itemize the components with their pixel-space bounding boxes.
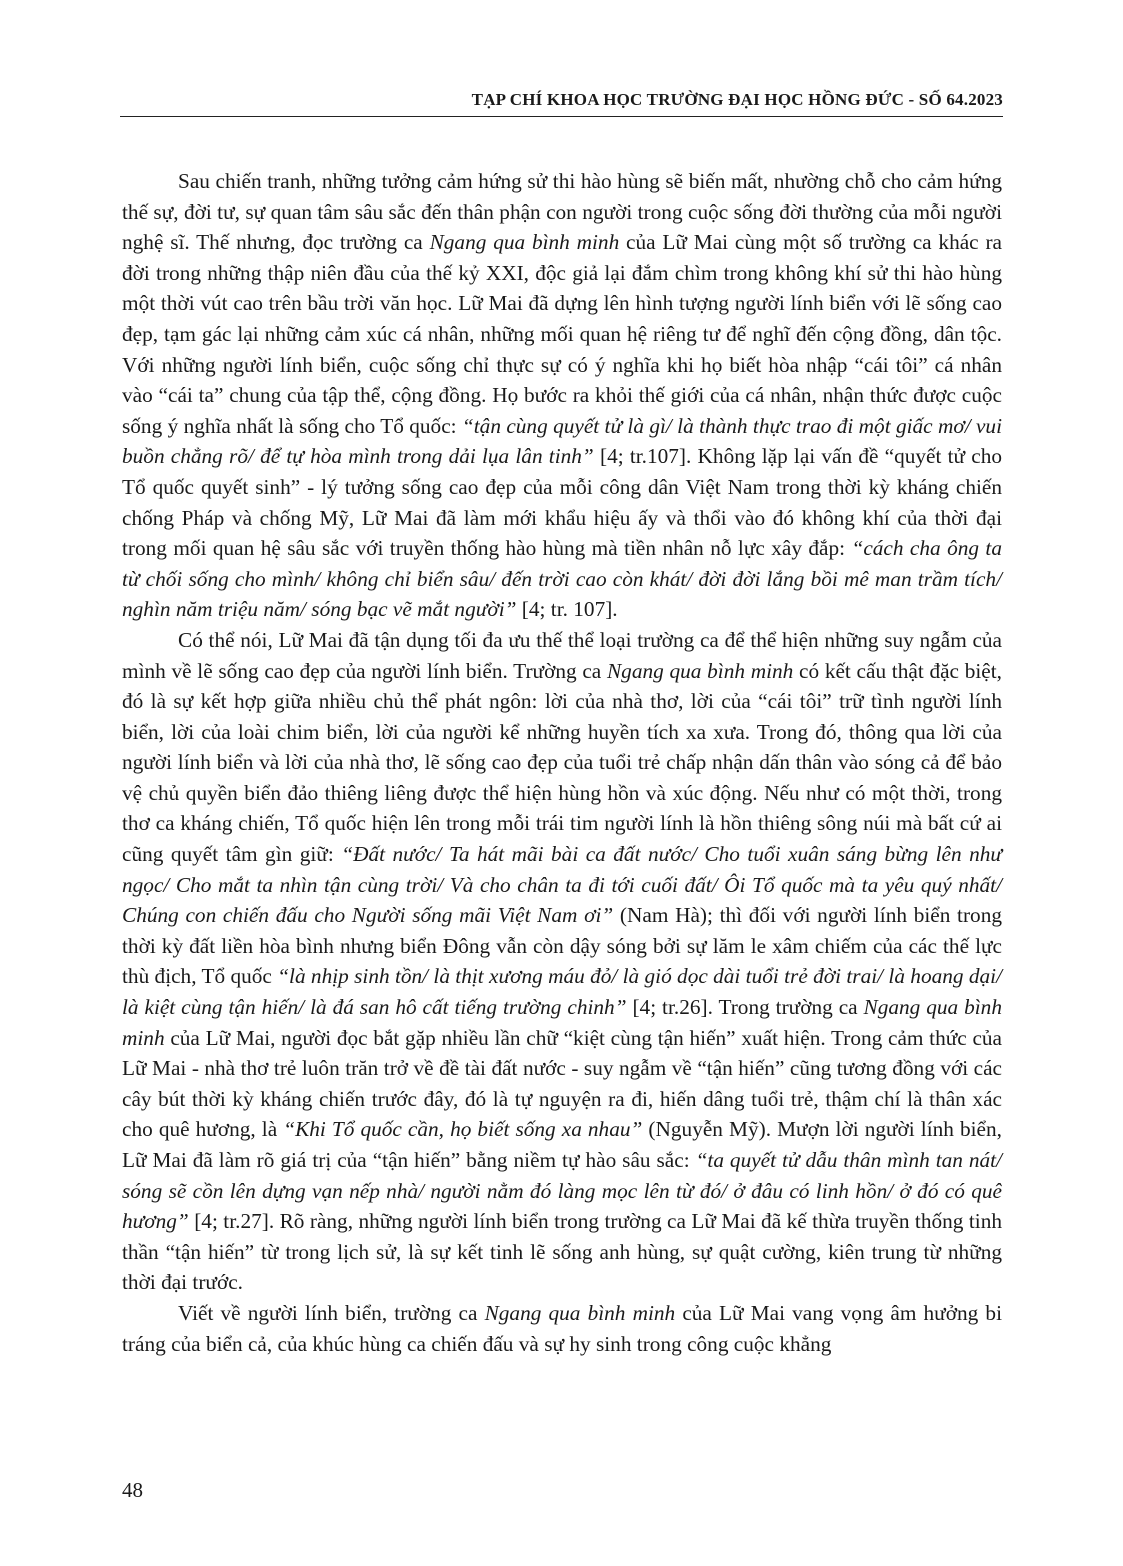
page-number: 48 [122, 1478, 143, 1502]
text-run: [4; tr. 107]. [516, 597, 618, 622]
quoted-verse: “cách cha ông ta từ chối sống cho mình/ không chỉ biển sâu/ đến trời cao còn khát/ đời đời lắng bồi mê man trầm tích/ nghìn năm triệu năm/ sóng bạc vẽ mắt người” [122, 536, 1002, 622]
text-run: của Lữ Mai vang vọng âm hưởng bi tráng của biển cả, của khúc hùng ca chiến đấu và sự hy sinh trong công cuộc khẳng [122, 1300, 1002, 1356]
text-run: của Lữ Mai, người đọc bắt gặp nhiều lần chữ “kiệt cùng tận hiến” xuất hiện. Trong cảm thức của Lữ Mai - nhà thơ trẻ luôn trăn trở về đề tài đất nước - suy ngẫm về “tận hiến” cũng tương đồng với các cây bút thời kỳ kháng chiến trước đây, đó là tự nguyện ra đi, hiến dâng tuổi trẻ, thậm chí là thân xác cho quê hương, là [122, 1025, 1002, 1142]
text-run: Sau chiến tranh, những tưởng cảm hứng sử thi hào hùng sẽ biến mất, nhường chỗ cho cảm hứng thế sự, đời tư, sự quan tâm sâu sắc đến thân phận con người trong cuộc sống đời thường của mỗi người nghệ sĩ. Thế nhưng, đọc trường ca [122, 169, 1002, 255]
paragraph [122, 1298, 1002, 1359]
article-body [122, 166, 1002, 1359]
italic-text-run: Ngang qua bình minh [122, 995, 1002, 1050]
quoted-verse: “Khi Tổ quốc cần, họ biết sống xa nhau” [283, 1117, 643, 1142]
header-divider [120, 116, 1003, 117]
quoted-verse: “là nhịp sinh tồn/ là thịt xương máu đỏ/ là gió dọc dài tuổi trẻ đời trai/ là hoang dại/ là kiệt cùng tận hiến/ là đá san hô cất tiếng trường chinh” [122, 964, 1002, 1020]
text-run: Viết về người lính biển, trường ca [178, 1300, 485, 1325]
paragraph [122, 625, 1002, 1298]
text-run: [4; tr.26]. Trong trường ca [626, 995, 864, 1020]
text-run: [4; tr.27]. Rõ ràng, những người lính biển trong trường ca Lữ Mai đã kế thừa truyền thống tinh thần “tận hiến” từ trong lịch sử, là sự kết tinh lẽ sống anh hùng, sự quật cường, kiên trung từ những thời đại trước. [122, 1209, 1002, 1295]
text-run: có kết cấu thật đặc biệt, đó là sự kết hợp giữa nhiều chủ thể phát ngôn: lời của nhà thơ, lời của “cái tôi” trữ tình người lính biển, lời của loài chim biển, lời của người kể những huyền tích xa xưa. Trong đó, thông qua lời của người lính biển và lời của nhà thơ, lẽ sống cao đẹp của tuổi trẻ chấp nhận dấn thân vào sóng cả để bảo vệ chủ quyền biển đảo thiêng liêng được thể hiện hùng hồn và xúc động. Nếu như có một thời, trong thơ ca kháng chiến, Tổ quốc hiện lên trong mỗi trái tim người lính là hồn thiêng sông núi mà bất cứ ai cũng quyết tâm gìn giữ: [122, 658, 1002, 867]
italic-text-run: Ngang qua bình minh [429, 230, 620, 255]
text-run: (Nguyễn Mỹ). Mượn lời người lính biển, Lữ Mai đã làm rõ giá trị của “tận hiến” bằng niềm tự hào sâu sắc: [122, 1117, 1002, 1172]
text-run: Có thể nói, Lữ Mai đã tận dụng tối đa ưu thế thể loại trường ca để thể hiện những suy ngẫm của mình về lẽ sống cao đẹp của người lính biển. Trường ca [122, 627, 1002, 683]
italic-text-run: Ngang qua bình minh [606, 658, 794, 683]
text-run: [4; tr.107]. Không lặp lại vấn đề “quyết tử cho Tổ quốc quyết sinh” - lý tưởng sống cao đẹp của mỗi công dân Việt Nam trong thời kỳ kháng chiến chống Pháp và chống Mỹ, Lữ Mai đã làm mới khẩu hiệu ấy và thổi vào đó không khí của thời đại trong mối quan hệ sâu sắc với truyền thống hào hùng mà tiền nhân nỗ lực xây đắp: [122, 444, 1002, 561]
quoted-verse: “tận cùng quyết tử là gì/ là thành thực trao đi một giấc mơ/ vui buồn chẳng rõ/ để tự hòa mình trong dải lụa lân tinh” [122, 413, 1002, 469]
quoted-verse: “Đất nước/ Ta hát mãi bài ca đất nước/ Cho tuổi xuân sáng bừng lên như ngọc/ Cho mắt ta nhìn tận cùng trời/ Và cho chân ta đi tới cuối đất/ Ôi Tổ quốc mà ta yêu quý nhất/ Chúng con chiến đấu cho Người sống mãi Việt Nam ơi” [122, 842, 1002, 928]
italic-text-run: Ngang qua bình minh [484, 1300, 676, 1325]
quoted-verse: “ta quyết tử dẫu thân mình tan nát/ sóng sẽ cồn lên dựng vạn nếp nhà/ người nằm đó làng mọc lên từ đó/ ở đâu có linh hồn/ ở đó có quê hương” [122, 1148, 1002, 1234]
text-run: (Nam Hà); thì đối với người lính biển trong thời kỳ đất liền hòa bình nhưng biển Đông vẫn còn dậy sóng bởi sự lăm le xâm chiếm của các thế lực thù địch, Tổ quốc [122, 903, 1003, 989]
text-run: của Lữ Mai cùng một số trường ca khác ra đời trong những thập niên đầu của thế kỷ XXI, độc giả lại đắm chìm trong không khí sử thi hào hùng một thời vút cao trên bầu trời văn học. Lữ Mai đã dựng lên hình tượng người lính biển với lẽ sống cao đẹp, tạm gác lại những cảm xúc cá nhân, những mối quan hệ riêng tư để nghĩ đến cộng đồng, dân tộc. Với những người lính biển, cuộc sống chỉ thực sự có ý nghĩa khi họ biết hòa nhập “cái tôi” cá nhân vào “cái ta” chung của tập thể, cộng đồng. Họ bước ra khỏi thế giới của cá nhân, nhận thức được cuộc sống ý nghĩa nhất là sống cho Tổ quốc: [122, 230, 1002, 438]
paragraph [122, 166, 1002, 625]
journal-header: TẠP CHÍ KHOA HỌC TRƯỜNG ĐẠI HỌC HỒNG ĐỨC - SỐ 64.2023 [471, 90, 1003, 109]
